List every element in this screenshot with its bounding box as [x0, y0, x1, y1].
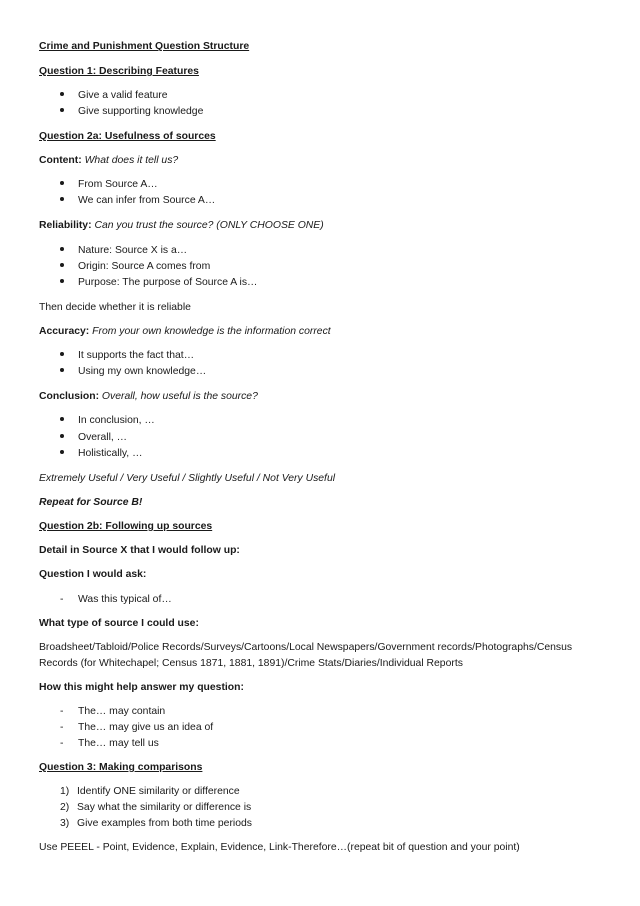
bullet-icon — [60, 181, 64, 185]
source-type-line: Broadsheet/Tabloid/Police Records/Surveys/Cartoons/Local Newspapers/Government records/Photographs/Census — [39, 642, 573, 653]
bullet-icon — [60, 197, 64, 201]
conclusion-line: Conclusion: Overall, how useful is the source? — [39, 391, 258, 402]
list-item: - The… may give us an idea of — [60, 722, 214, 733]
list-item: Purpose: The purpose of Source A is… — [60, 276, 257, 289]
bullet-icon — [60, 368, 64, 372]
list-item: Overall, … — [60, 431, 127, 444]
q2b-heading: Question 2b: Following up sources — [39, 521, 213, 532]
bullet-icon — [60, 279, 64, 283]
list-item: - The… may contain — [60, 706, 166, 717]
list-item: - Was this typical of… — [60, 594, 172, 605]
list-item: 3) Give examples from both time periods — [60, 818, 252, 829]
reliability-after: Then decide whether it is reliable — [39, 302, 191, 313]
document-title: Crime and Punishment Question Structure — [39, 41, 250, 52]
accuracy-line: Accuracy: From your own knowledge is the information correct — [39, 326, 331, 337]
list-item: Give supporting knowledge — [60, 105, 203, 118]
list-item: In conclusion, … — [60, 414, 155, 427]
bullet-icon — [60, 352, 64, 356]
bullet-icon — [60, 434, 64, 438]
list-item: 1) Identify ONE similarity or difference — [60, 786, 240, 797]
help-label: How this might help answer my question: — [39, 682, 244, 693]
usefulness-scale: Extremely Useful / Very Useful / Slightly Useful / Not Very Useful — [39, 473, 336, 484]
detail-label: Detail in Source X that I would follow up: — [39, 545, 240, 556]
list-item: Holistically, … — [60, 447, 142, 460]
repeat-note: Repeat for Source B! — [39, 497, 143, 508]
list-item: 2) Say what the similarity or difference is — [60, 802, 252, 813]
q2a-heading: Question 2a: Usefulness of sources — [39, 131, 216, 142]
list-item: Origin: Source A comes from — [60, 260, 210, 273]
list-item: Nature: Source X is a… — [60, 244, 187, 257]
bullet-icon — [60, 92, 64, 96]
bullet-icon — [60, 417, 64, 421]
list-item: - The… may tell us — [60, 738, 159, 749]
source-type-label: What type of source I could use: — [39, 618, 199, 629]
list-item: Give a valid feature — [60, 89, 168, 102]
bullet-icon — [60, 108, 64, 112]
list-item: Using my own knowledge… — [60, 365, 206, 378]
list-item: We can infer from Source A… — [60, 194, 215, 207]
list-item: It supports the fact that… — [60, 349, 194, 362]
content-line: Content: What does it tell us? — [39, 155, 179, 166]
source-type-line: Records (for Whitechapel; Census 1871, 1881, 1891)/Crime Stats/Diaries/Individual Reports — [39, 658, 463, 669]
reliability-line: Reliability: Can you trust the source? (ONLY CHOOSE ONE) — [39, 220, 324, 231]
bullet-icon — [60, 450, 64, 454]
q3-heading: Question 3: Making comparisons — [39, 762, 203, 773]
list-item: From Source A… — [60, 178, 158, 191]
bullet-icon — [60, 247, 64, 251]
q1-heading: Question 1: Describing Features — [39, 66, 199, 77]
question-label: Question I would ask: — [39, 569, 147, 580]
bullet-icon — [60, 263, 64, 267]
peeel-line: Use PEEEL - Point, Evidence, Explain, Evidence, Link-Therefore…(repeat bit of question and your point) — [39, 842, 520, 853]
